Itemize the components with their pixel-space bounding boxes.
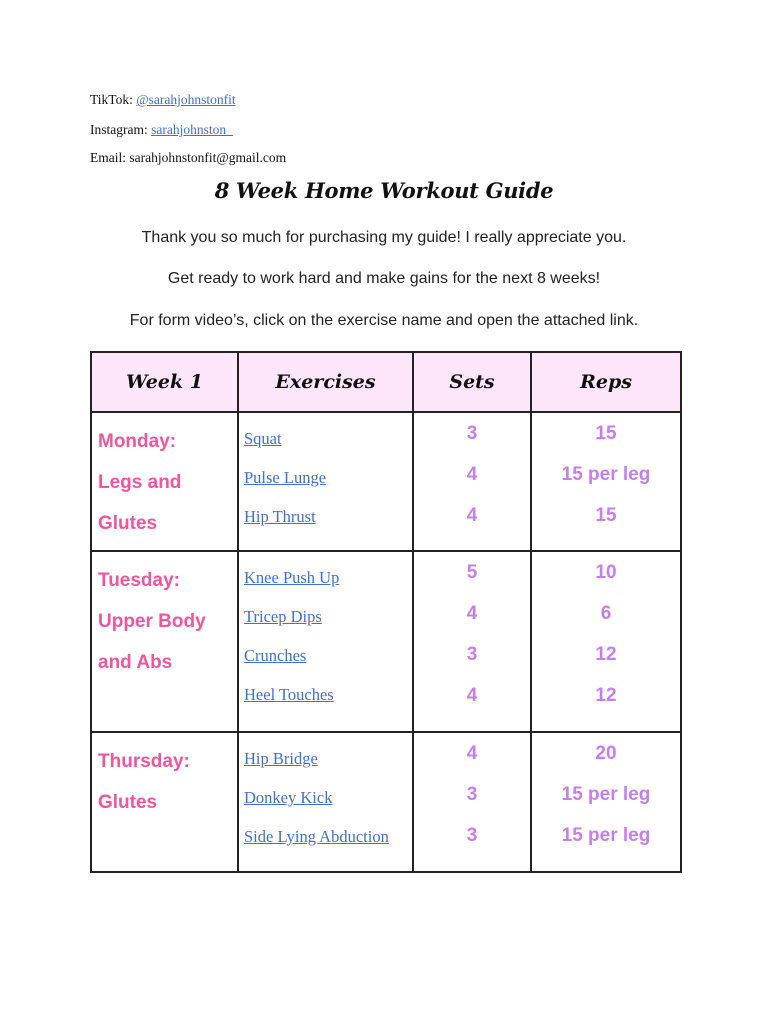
reps-value: 15 per leg <box>561 464 651 485</box>
exercise-link[interactable]: Hip Bridge <box>244 749 318 768</box>
day-label: Monday: <box>98 431 177 452</box>
sets-value: 3 <box>466 825 478 846</box>
reps-cell <box>531 551 681 732</box>
reps-value: 15 per leg <box>561 825 651 846</box>
reps-cell <box>531 412 681 551</box>
sets-value: 4 <box>466 603 478 624</box>
day-focus: Upper Body <box>98 611 206 632</box>
sets-cell <box>413 551 531 732</box>
table-row <box>91 412 681 551</box>
reps-value: 6 <box>600 603 612 624</box>
reps-value: 10 <box>595 562 617 583</box>
sets-value: 3 <box>466 644 478 665</box>
sets-value: 4 <box>466 464 478 485</box>
exercises-cell <box>238 732 413 872</box>
email-line <box>90 150 286 166</box>
instagram-link[interactable]: sarahjohnston_ <box>151 122 233 137</box>
sets-value: 3 <box>466 784 478 805</box>
header-reps: Reps <box>531 352 681 412</box>
sets-value: 5 <box>466 562 478 583</box>
table-row <box>91 732 681 872</box>
day-focus: Legs and <box>98 472 182 493</box>
reps-value: 15 <box>595 505 617 526</box>
email-label: Email: <box>90 150 126 165</box>
exercise-link[interactable]: Hip Thrust <box>244 507 316 526</box>
exercise-link[interactable]: Pulse Lunge <box>244 468 327 487</box>
reps-value: 15 per leg <box>561 784 651 805</box>
table-header-row <box>91 352 681 412</box>
sets-value: 4 <box>466 743 478 764</box>
reps-cell <box>531 732 681 872</box>
day-cell <box>91 732 238 872</box>
intro-line-3: For form video’s, click on the exercise name and open the attached link. <box>129 312 639 329</box>
sets-value: 4 <box>466 505 478 526</box>
sets-value: 3 <box>466 423 478 444</box>
exercise-link[interactable]: Squat <box>244 429 282 448</box>
instagram-label: Instagram: <box>90 122 148 137</box>
day-focus: and Abs <box>98 652 173 673</box>
reps-value: 12 <box>595 644 617 665</box>
intro-line-2: Get ready to work hard and make gains for the next 8 weeks! <box>167 270 601 287</box>
day-label: Thursday: <box>98 751 190 772</box>
sets-cell <box>413 412 531 551</box>
instagram-line <box>90 122 233 138</box>
exercise-link[interactable]: Knee Push Up <box>244 568 340 587</box>
intro-line-1: Thank you so much for purchasing my guide! I really appreciate you. <box>141 229 627 246</box>
workout-table <box>90 351 682 873</box>
guide-title: 8 Week Home Workout Guide <box>214 178 554 203</box>
sets-value: 4 <box>466 685 478 706</box>
reps-value: 12 <box>595 685 617 706</box>
email-value: sarahjohnstonfit@gmail.com <box>129 150 287 165</box>
day-focus: Glutes <box>98 792 158 813</box>
day-cell <box>91 412 238 551</box>
tiktok-link[interactable]: @sarahjohnstonfit <box>136 92 236 107</box>
reps-value: 15 <box>595 423 617 444</box>
day-focus: Glutes <box>98 513 158 534</box>
exercise-link[interactable]: Side Lying Abduction <box>244 827 389 846</box>
exercises-cell <box>238 412 413 551</box>
tiktok-line <box>90 92 236 108</box>
header-sets: Sets <box>413 352 531 412</box>
reps-value: 20 <box>595 743 617 764</box>
tiktok-label: TikTok: <box>90 92 133 107</box>
exercise-link[interactable]: Tricep Dips <box>244 607 322 626</box>
header-exercises: Exercises <box>238 352 413 412</box>
exercise-link[interactable]: Donkey Kick <box>244 788 333 807</box>
exercises-cell <box>238 551 413 732</box>
header-week: Week 1 <box>91 352 238 412</box>
day-cell <box>91 551 238 732</box>
exercise-link[interactable]: Heel Touches <box>244 685 334 704</box>
day-label: Tuesday: <box>98 570 181 591</box>
exercise-link[interactable]: Crunches <box>244 646 307 665</box>
table-row <box>91 551 681 732</box>
sets-cell <box>413 732 531 872</box>
